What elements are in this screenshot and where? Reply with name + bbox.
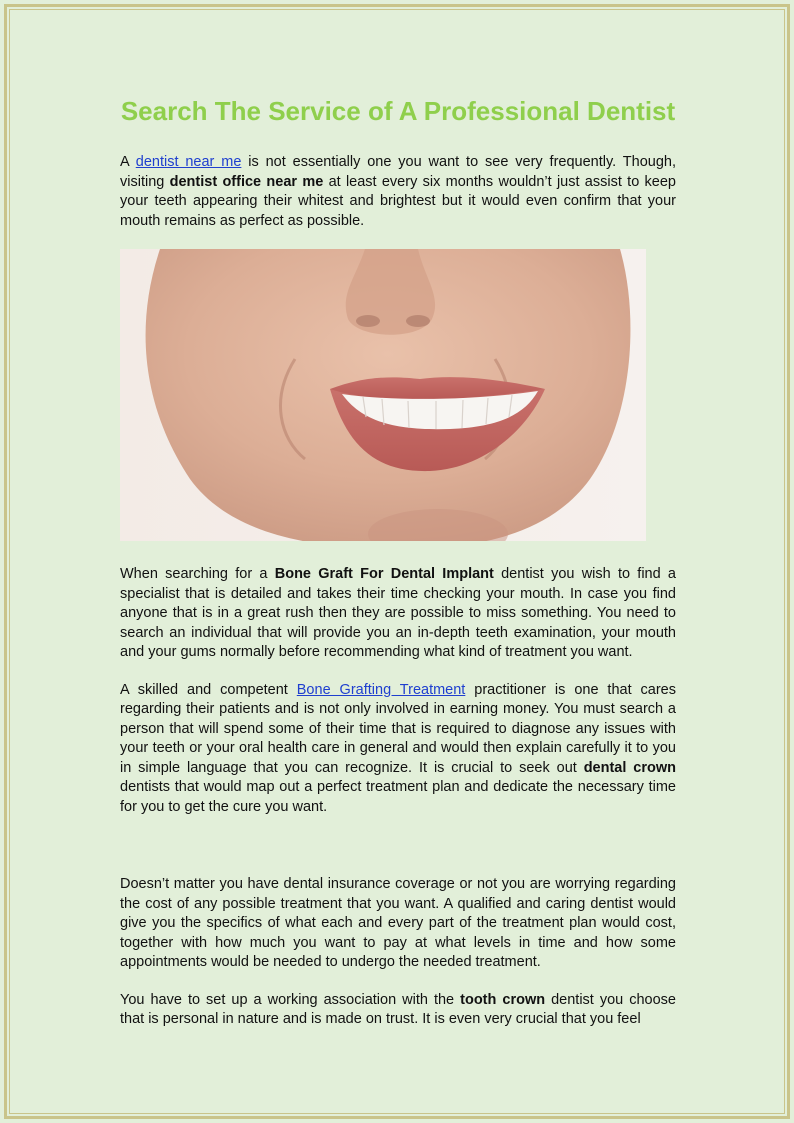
article — [120, 96, 676, 1030]
text: A skilled and competent — [120, 681, 297, 698]
page-title: Search The Service of A Professional Dentist — [120, 96, 676, 126]
text: Doesn’t matter you have dental insurance coverage or not you are worrying regarding the cost of any possible treatment that you want. A qualified and caring dentist would give you the specifics of what each and every part of the treatment plan would cost, together with how much you want to pay at what levels in time and how some appointments would be needed to undergo the needed treatment. — [120, 876, 676, 970]
paragraph-bone-graft — [120, 565, 676, 663]
bold-dentist-office-near-me: dentist office near me — [169, 173, 324, 190]
paragraph-insurance — [120, 875, 676, 973]
text: practitioner is one that cares regarding their patients and is not only involved in earning money. You must search a person that will spend some of their time that is required to diagnose any issues with your teeth or your oral health care in general and would then explain carefully it to you in simple language that you can recognize. It is crucial to seek out — [120, 681, 676, 776]
text: dentists that would map out a perfect treatment plan and dedicate the necessary time for you to get the cure you want. — [120, 779, 676, 815]
smiling-mouth-photo — [120, 249, 646, 541]
text: You have to set up a working association with the — [120, 991, 461, 1008]
bold-tooth-crown: tooth crown — [460, 991, 546, 1008]
text: dentist you choose that is personal in nature and is made on trust. It is even very crucial that you feel — [120, 991, 676, 1027]
text: is not essentially one you want to see very frequently. Though, visiting — [120, 154, 676, 190]
link-dentist-near-me[interactable]: dentist near me — [135, 154, 242, 170]
bold-dental-crown: dental crown — [583, 759, 676, 776]
text: When searching for a — [120, 566, 275, 582]
text: at least every six months wouldn’t just assist to keep your teeth appearing their whitest and brightest but it would even confirm that your mouth remains as perfect as possible. — [120, 173, 676, 229]
paragraph-intro — [120, 153, 676, 231]
bold-bone-graft: Bone Graft For Dental Implant — [274, 566, 494, 582]
link-bone-grafting-treatment[interactable]: Bone Grafting Treatment — [296, 681, 466, 698]
text: dentist you wish to find a specialist that is detailed and takes their time checking your mouth. In case you find anyone that is in a great rush then they are possible to miss something. You need to search an individual that will provide you an in-depth teeth examination, your mouth and your gums normally before recommending what kind of treatment you want. — [120, 566, 676, 660]
paragraph-tooth-crown — [120, 991, 676, 1030]
text: A — [120, 154, 136, 170]
paragraph-skilled-practitioner — [120, 681, 676, 818]
